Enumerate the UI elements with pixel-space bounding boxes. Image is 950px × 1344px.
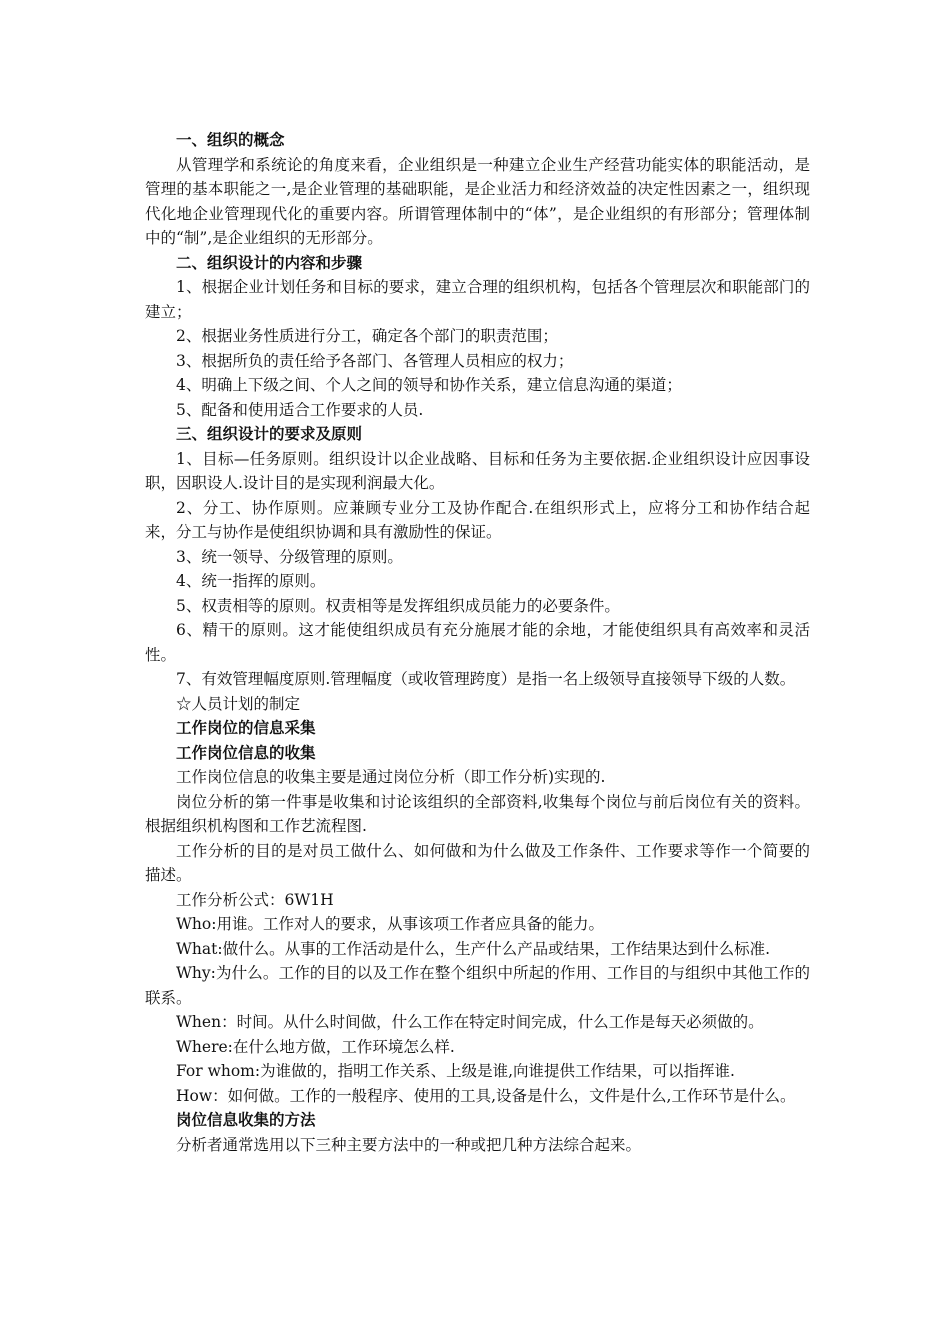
document-body — [145, 128, 810, 1157]
paragraph-who: Who:用谁。工作对人的要求，从事该项工作者应具备的能力。 — [176, 915, 604, 933]
section-heading-organization-concept: 一、组织的概念 — [176, 131, 285, 149]
section-heading-design-principles: 三、组织设计的要求及原则 — [176, 425, 363, 443]
list-item: 3、统一领导、分级管理的原则。 — [176, 547, 403, 566]
paragraph-where: Where:在什么地方做，工作环境怎么样. — [176, 1037, 455, 1056]
list-item: 5、权责相等的原则。权责相等是发挥组织成员能力的必要条件。 — [176, 596, 620, 615]
paragraph-what: What:做什么。从事的工作活动是什么，生产什么产品或结果，工作结果达到什么标准. — [176, 939, 771, 958]
section-heading-design-content: 二、组织设计的内容和步骤 — [176, 253, 363, 272]
list-item: 6、精干的原则。这才能使组织成员有充分施展才能的余地，才能使组织具有高效率和灵活性。 — [145, 621, 810, 664]
paragraph: 工作岗位信息的收集主要是通过岗位分析（即工作分析)实现的. — [176, 768, 606, 786]
list-item: 7、有效管理幅度原则.管理幅度（或收管理跨度）是指一名上级领导直接领导下级的人数。 — [176, 670, 796, 688]
list-item: 2、根据业务性质进行分工，确定各个部门的职责范围； — [176, 327, 558, 345]
paragraph-when: When：时间。从什么时间做，什么工作在特定时间完成，什么工作是每天必须做的。 — [176, 1013, 764, 1031]
list-item: 4、统一指挥的原则。 — [176, 572, 326, 590]
paragraph-why: Why:为什么。工作的目的以及工作在整个组织中所起的作用、工作目的与组织中其他工作的联系。 — [145, 964, 810, 1007]
paragraph-how: How：如何做。工作的一般程序、使用的工具,设备是什么，文件是什么,工作环节是什么。 — [176, 1086, 796, 1105]
paragraph: 从管理学和系统论的角度来看，企业组织是一种建立企业生产经营功能实体的职能活动，是管理的基本职能之一,是企业管理的基础职能，是企业活力和经济效益的决定性因素之一，组织现代化地企业管理现代化的重要内容。所谓管理体制中的“体”，是企业组织的有形部分；管理体制中的“制”,是企业组织的无形部分。 — [145, 155, 810, 247]
paragraph-staff-plan: ☆人员计划的制定 — [176, 694, 301, 713]
list-item: 2、分工、协作原则。应兼顾专业分工及协作配合.在组织形式上，应将分工和协作结合起来，分工与协作是使组织协调和具有激励性的保证。 — [145, 498, 810, 541]
section-heading-job-info-gathering: 工作岗位的信息采集 — [176, 719, 316, 737]
list-item: 1、目标—任务原则。组织设计以企业战略、目标和任务为主要依据.企业组织设计应因事设职，因职设人.设计目的是实现利润最大化。 — [145, 449, 810, 492]
paragraph: 岗位分析的第一件事是收集和讨论该组织的全部资料,收集每个岗位与前后岗位有关的资料。根据组织机构图和工作艺流程图. — [145, 792, 810, 835]
list-item: 1、根据企业计划任务和目标的要求，建立合理的组织机构，包括各个管理层次和职能部门的建立； — [145, 278, 810, 321]
list-item: 3、根据所负的责任给予各部门、各管理人员相应的权力； — [176, 351, 574, 370]
section-heading-collection-methods: 岗位信息收集的方法 — [176, 1111, 316, 1129]
paragraph-formula: 工作分析公式：6W1H — [176, 890, 334, 909]
list-item: 5、配备和使用适合工作要求的人员. — [176, 400, 424, 419]
list-item: 4、明确上下级之间、个人之间的领导和协作关系，建立信息沟通的渠道； — [176, 376, 682, 394]
paragraph-for-whom: For whom:为谁做的，指明工作关系、上级是谁,向谁提供工作结果，可以指挥谁. — [176, 1062, 735, 1080]
paragraph: 工作分析的目的是对员工做什么、如何做和为什么做及工作条件、工作要求等作一个简要的描述。 — [145, 841, 810, 884]
paragraph: 分析者通常选用以下三种主要方法中的一种或把几种方法综合起来。 — [176, 1135, 642, 1154]
section-heading-job-info-collection: 工作岗位信息的收集 — [176, 743, 316, 762]
